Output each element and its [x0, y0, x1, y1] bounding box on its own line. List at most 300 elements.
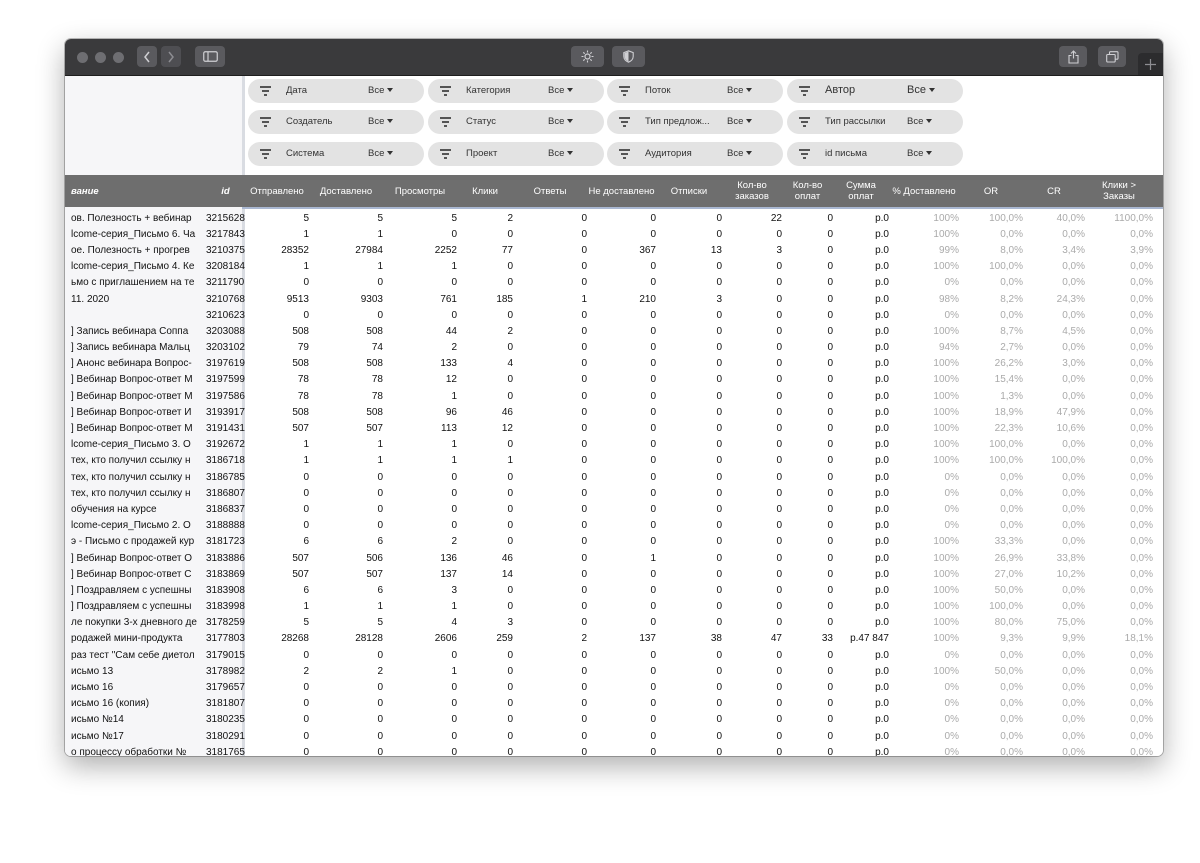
cell-value: 0 [827, 455, 833, 467]
zoom-window-button[interactable] [113, 52, 124, 63]
cell-value: 78 [297, 390, 309, 402]
cell-value: р.0 [875, 374, 889, 386]
cell-value: 0 [377, 746, 383, 756]
column-header-payment-sum[interactable]: Сумма оплат [846, 180, 876, 202]
cell-percent: 0,0% [1000, 503, 1023, 515]
filter-value: Все [727, 148, 752, 159]
table-row[interactable] [65, 679, 1153, 695]
cell-percent: 9,3% [1000, 633, 1023, 645]
cell-percent: 0,0% [1062, 390, 1085, 402]
cell-id: 3186807 [206, 487, 245, 499]
cell-value: 78 [297, 374, 309, 386]
cell-value: 0 [776, 617, 782, 629]
cell-percent: 0,0% [1062, 342, 1085, 354]
cell-percent: 0,0% [1130, 293, 1153, 305]
cell-name: э - Письмо с продажей кур [71, 536, 195, 548]
cell-value: 0 [507, 601, 513, 613]
cell-value: 0 [303, 487, 309, 499]
cell-percent: 0% [944, 487, 959, 499]
cell-value: 38 [710, 633, 722, 645]
table-row[interactable] [65, 323, 1153, 339]
cell-value: 0 [827, 309, 833, 321]
cell-value: 0 [377, 649, 383, 661]
cell-percent: 0,0% [1062, 584, 1085, 596]
filter-value: Все [907, 116, 932, 127]
cell-id: 3178982 [206, 665, 245, 677]
cell-value: 0 [827, 568, 833, 580]
cell-name: тех, кто получил ссылку н [71, 455, 191, 467]
cell-value: 0 [650, 698, 656, 710]
table-row[interactable] [65, 437, 1153, 453]
cell-percent: 100% [933, 552, 959, 564]
cell-value: 0 [451, 682, 457, 694]
column-header-sent[interactable]: Отправлено [250, 185, 304, 197]
cell-percent: 0,0% [1130, 601, 1153, 613]
column-header-replies[interactable]: Ответы [533, 185, 567, 197]
cell-percent: 1100,0% [1114, 212, 1153, 224]
cell-value: 0 [581, 487, 587, 499]
cell-value: р.0 [875, 714, 889, 726]
cell-name: тех, кто получил ссылку н [71, 487, 191, 499]
cell-value: 0 [650, 520, 656, 532]
cell-id: 3179657 [206, 682, 245, 694]
filter-mailing-type[interactable] [787, 110, 963, 134]
cell-value: 0 [827, 212, 833, 224]
cell-value: 0 [827, 406, 833, 418]
caret-down-icon [926, 119, 932, 123]
table-row[interactable] [65, 453, 1153, 469]
cell-id: 3181807 [206, 698, 245, 710]
column-header-unsubscribes[interactable]: Отписки [670, 185, 708, 197]
table-row[interactable] [65, 388, 1153, 404]
cell-value: 46 [501, 406, 513, 418]
cell-value: 0 [377, 730, 383, 742]
cell-percent: 100% [933, 633, 959, 645]
cell-percent: 0,0% [1130, 520, 1153, 532]
caret-down-icon [746, 151, 752, 155]
cell-value: 0 [581, 584, 587, 596]
cell-value: 0 [581, 455, 587, 467]
column-header-cr[interactable]: CR [1047, 185, 1061, 197]
cell-percent: 18,1% [1124, 633, 1153, 645]
cell-value: 0 [827, 698, 833, 710]
cell-value: 0 [776, 406, 782, 418]
filter-icon [619, 149, 630, 159]
filter-category[interactable] [428, 79, 604, 103]
cell-value: 0 [581, 374, 587, 386]
column-header-clicks-to-orders[interactable]: Клики > Заказы [1101, 180, 1137, 202]
cell-id: 3181765 [206, 746, 245, 756]
cell-value: 0 [581, 665, 587, 677]
filter-letter-id[interactable] [787, 142, 963, 166]
cell-value: 0 [507, 228, 513, 240]
column-header-delivered[interactable]: Доставлено [319, 185, 373, 197]
cell-value: 0 [507, 649, 513, 661]
cell-value: 0 [716, 374, 722, 386]
cell-value: 0 [581, 212, 587, 224]
table-row[interactable] [65, 469, 1153, 485]
filter-label: Поток [645, 85, 671, 96]
cell-value: 0 [650, 309, 656, 321]
filter-value: Все [548, 148, 573, 159]
cell-value: 0 [507, 714, 513, 726]
filter-value: Все [907, 84, 935, 96]
cell-value: 0 [776, 471, 782, 483]
cell-value: 0 [650, 682, 656, 694]
cell-value: 507 [292, 568, 309, 580]
cell-value: 2 [507, 325, 513, 337]
cell-value: 0 [650, 406, 656, 418]
table-row[interactable] [65, 744, 1153, 756]
filter-value: Все [368, 148, 393, 159]
minimize-window-button[interactable] [95, 52, 106, 63]
cell-value: 1 [650, 552, 656, 564]
cell-value: 0 [827, 342, 833, 354]
cell-id: 3180291 [206, 730, 245, 742]
cell-value: 0 [827, 536, 833, 548]
column-header-delivered-pct[interactable]: % Доставлено [892, 185, 956, 197]
brightness-button[interactable] [571, 46, 604, 67]
cell-percent: 0,0% [1062, 439, 1085, 451]
cell-id: 3193917 [206, 406, 245, 418]
table-row[interactable] [65, 259, 1153, 275]
cell-percent: 0% [944, 698, 959, 710]
cell-percent: 100% [933, 568, 959, 580]
table-row[interactable] [65, 307, 1153, 323]
cell-name [65, 307, 206, 323]
column-header-not-delivered[interactable]: Не доставлено [588, 185, 655, 197]
column-header-name[interactable]: вание [71, 185, 99, 197]
cell-percent: 0,0% [1062, 261, 1085, 273]
cell-percent: 100% [933, 406, 959, 418]
cell-value: 27984 [355, 244, 383, 256]
table-row[interactable] [65, 534, 1153, 550]
cell-value: 0 [581, 342, 587, 354]
cell-value: 0 [776, 552, 782, 564]
cell-value: 0 [776, 325, 782, 337]
cell-value: 0 [650, 487, 656, 499]
cell-percent: 0,0% [1062, 698, 1085, 710]
cell-value: 0 [581, 244, 587, 256]
cell-value: 1 [451, 390, 457, 402]
caret-down-icon [746, 88, 752, 92]
cell-name: ов. Полезность + вебинар [71, 212, 192, 224]
cell-value: 22 [770, 212, 782, 224]
cell-percent: 100% [933, 617, 959, 629]
cell-name: исьмо 16 (копия) [71, 698, 150, 710]
shield-icon [623, 50, 634, 63]
table-row[interactable] [65, 210, 1153, 226]
cell-id: 3179015 [206, 649, 245, 661]
filter-system[interactable] [248, 142, 424, 166]
column-header-or[interactable]: OR [983, 185, 999, 197]
table-row[interactable] [65, 518, 1153, 534]
cell-percent: 100% [933, 584, 959, 596]
cell-percent: 0,0% [1130, 423, 1153, 435]
filter-value: Все [368, 85, 393, 96]
cell-value: 0 [827, 714, 833, 726]
cell-value: 0 [650, 601, 656, 613]
cell-value: 0 [303, 714, 309, 726]
cell-value: 0 [776, 536, 782, 548]
filter-icon [260, 86, 271, 96]
cell-value: 4 [507, 358, 513, 370]
cell-name: ] Вебинар Вопрос-ответ С [71, 568, 192, 580]
table-row[interactable] [65, 696, 1153, 712]
cell-value: 0 [377, 520, 383, 532]
show-tabs-button[interactable] [1098, 46, 1126, 67]
cell-name: lcome-серия_Письмо 4. Ке [71, 261, 195, 273]
table-row[interactable] [65, 356, 1153, 372]
browser-window [65, 39, 1163, 756]
cell-id: 3186785 [206, 471, 245, 483]
table-row[interactable] [65, 647, 1153, 663]
filter-label: Создатель [286, 116, 333, 127]
filter-icon [260, 117, 271, 127]
cell-value: 1 [377, 228, 383, 240]
cell-value: 0 [507, 503, 513, 515]
privacy-button[interactable] [612, 46, 645, 67]
cell-id: 3210623 [206, 309, 245, 321]
close-window-button[interactable] [77, 52, 88, 63]
cell-value: 1 [377, 455, 383, 467]
column-header-orders[interactable]: Кол-во заказов [735, 180, 769, 202]
cell-value: 74 [371, 342, 383, 354]
cell-value: 0 [776, 309, 782, 321]
cell-value: 0 [650, 277, 656, 289]
cell-value: 1 [451, 601, 457, 613]
table-row[interactable] [65, 501, 1153, 517]
filter-value: Все [907, 148, 932, 159]
cell-value: 0 [827, 746, 833, 756]
cell-value: 0 [650, 261, 656, 273]
table-row[interactable] [65, 404, 1153, 420]
cell-value: 1 [303, 455, 309, 467]
cell-name: раз тест "Сам себе диетол [71, 649, 195, 661]
cell-value: 508 [292, 406, 309, 418]
cell-value: 0 [827, 617, 833, 629]
table-row[interactable] [65, 663, 1153, 679]
cell-percent: 0% [944, 730, 959, 742]
cell-value: р.0 [875, 390, 889, 402]
cell-value: р.0 [875, 503, 889, 515]
cell-value: 0 [581, 325, 587, 337]
filter-label: Статус [466, 116, 497, 127]
table-row[interactable] [65, 226, 1153, 242]
cell-value: 0 [451, 471, 457, 483]
new-tab-icon [1138, 53, 1163, 75]
filter-label: Проект [466, 148, 498, 159]
filter-author[interactable] [787, 79, 963, 103]
column-header-clicks[interactable]: Клики [472, 185, 498, 197]
cell-value: 3 [507, 617, 513, 629]
cell-value: 0 [581, 423, 587, 435]
cell-value: 133 [440, 358, 457, 370]
table-row[interactable] [65, 566, 1153, 582]
cell-value: 5 [451, 212, 457, 224]
caret-down-icon [387, 119, 393, 123]
cell-value: 0 [303, 682, 309, 694]
table-row[interactable] [65, 485, 1153, 501]
back-button[interactable] [137, 46, 157, 67]
cell-value: 507 [366, 568, 383, 580]
cell-value: 0 [716, 649, 722, 661]
table-row[interactable] [65, 550, 1153, 566]
table-row[interactable] [65, 372, 1153, 388]
cell-percent: 100,0% [1051, 455, 1085, 467]
table-row[interactable] [65, 275, 1153, 291]
cell-value: 0 [716, 714, 722, 726]
back-icon [143, 51, 151, 63]
cell-value: 113 [441, 423, 457, 435]
table-row[interactable] [65, 340, 1153, 356]
forward-icon [167, 51, 175, 63]
cell-value: 1 [303, 261, 309, 273]
table-row[interactable] [65, 728, 1153, 744]
cell-name: 11. 2020 [71, 293, 110, 305]
table-row[interactable] [65, 615, 1153, 631]
cell-value: 0 [451, 730, 457, 742]
cell-percent: 0,0% [1062, 601, 1085, 613]
cell-value: 0 [581, 520, 587, 532]
cell-percent: 0,0% [1000, 714, 1023, 726]
table-row[interactable] [65, 712, 1153, 728]
cell-percent: 0,0% [1130, 487, 1153, 499]
cell-value: 0 [827, 520, 833, 532]
table-row[interactable] [65, 420, 1153, 436]
new-tab-button[interactable] [1138, 53, 1163, 75]
filter-stream[interactable] [607, 79, 783, 103]
table-row[interactable] [65, 631, 1153, 647]
cell-percent: 75,0% [1056, 617, 1085, 629]
cell-percent: 0% [944, 714, 959, 726]
cell-value: 0 [776, 584, 782, 596]
cell-value: 0 [507, 439, 513, 451]
cell-percent: 0,0% [1000, 730, 1023, 742]
cell-id: 3211790 [206, 277, 245, 289]
cell-value: 0 [776, 277, 782, 289]
cell-value: 0 [507, 342, 513, 354]
cell-percent: 0,0% [1130, 503, 1153, 515]
cell-name: ] Поздравляем с успешны [71, 601, 192, 613]
cell-percent: 0,0% [1062, 471, 1085, 483]
cell-value: 0 [716, 682, 722, 694]
table-row[interactable] [65, 599, 1153, 615]
filter-label: Тип предлож... [645, 116, 710, 127]
cell-value: 0 [507, 261, 513, 273]
cell-value: 0 [451, 649, 457, 661]
cell-percent: 0,0% [1000, 649, 1023, 661]
filter-status[interactable] [428, 110, 604, 134]
cell-name: родажей мини-продукта [71, 633, 183, 645]
cell-percent: 3,4% [1062, 244, 1085, 256]
cell-value: 508 [292, 358, 309, 370]
cell-value: 3 [716, 293, 722, 305]
brightness-icon [581, 50, 594, 63]
cell-percent: 1,3% [1000, 390, 1023, 402]
cell-value: 0 [507, 374, 513, 386]
cell-value: 0 [451, 309, 457, 321]
cell-id: 3215628 [206, 212, 245, 224]
cell-percent: 0,0% [1000, 698, 1023, 710]
filter-icon [440, 149, 451, 159]
caret-down-icon [746, 119, 752, 123]
cell-value: 0 [716, 471, 722, 483]
cell-percent: 33,8% [1056, 552, 1085, 564]
share-button[interactable] [1059, 46, 1087, 67]
tabs-icon [1106, 51, 1119, 63]
cell-id: 3188888 [206, 520, 245, 532]
cell-percent: 0% [944, 309, 959, 321]
cell-value: 1 [377, 261, 383, 273]
filter-offer-type[interactable] [607, 110, 783, 134]
cell-value: 0 [650, 714, 656, 726]
cell-percent: 94% [938, 342, 959, 354]
cell-value: 0 [716, 423, 722, 435]
forward-button[interactable] [161, 46, 181, 67]
cell-percent: 0,0% [1130, 228, 1153, 240]
cell-value: 1 [451, 439, 457, 451]
cell-value: 0 [507, 520, 513, 532]
cell-percent: 99% [938, 244, 959, 256]
cell-value: 0 [581, 471, 587, 483]
filter-audience[interactable] [607, 142, 783, 166]
column-header-payments[interactable]: Кол-во оплат [792, 180, 823, 202]
cell-value: 137 [440, 568, 457, 580]
cell-name: ] Вебинар Вопрос-ответ М [71, 423, 193, 435]
filter-creator[interactable] [248, 110, 424, 134]
table-row[interactable] [65, 242, 1153, 258]
table-row[interactable] [65, 291, 1153, 307]
cell-value: 0 [581, 714, 587, 726]
cell-percent: 100% [933, 325, 959, 337]
cell-percent: 100% [933, 423, 959, 435]
cell-value: 0 [716, 228, 722, 240]
cell-value: 0 [776, 714, 782, 726]
column-header-views[interactable]: Просмотры [394, 185, 446, 197]
cell-percent: 0,0% [1130, 374, 1153, 386]
cell-percent: 100,0% [989, 261, 1023, 273]
cell-percent: 0,0% [1130, 730, 1153, 742]
cell-percent: 0% [944, 277, 959, 289]
table-row[interactable] [65, 582, 1153, 598]
cell-value: 508 [366, 325, 383, 337]
cell-name: исьмо 16 [71, 682, 114, 694]
cell-percent: 0,0% [1000, 471, 1023, 483]
filter-date[interactable] [248, 79, 424, 103]
column-header-id[interactable]: id [221, 185, 230, 197]
cell-value: 3 [451, 584, 457, 596]
cell-value: 0 [716, 536, 722, 548]
cell-value: 0 [827, 325, 833, 337]
cell-percent: 0% [944, 520, 959, 532]
cell-percent: 100% [933, 390, 959, 402]
cell-value: р.0 [875, 358, 889, 370]
cell-percent: 0,0% [1000, 277, 1023, 289]
sidebar-icon [203, 51, 218, 62]
cell-value: 0 [776, 455, 782, 467]
filter-project[interactable] [428, 142, 604, 166]
cell-value: 0 [451, 520, 457, 532]
cell-value: 0 [377, 682, 383, 694]
cell-value: 0 [776, 601, 782, 613]
cell-name: ] Вебинар Вопрос-ответ М [71, 390, 193, 402]
filter-icon [799, 149, 810, 159]
caret-down-icon [926, 151, 932, 155]
cell-percent: 0,0% [1062, 277, 1085, 289]
sidebar-toggle-button[interactable] [195, 46, 225, 67]
cell-value: 0 [650, 374, 656, 386]
